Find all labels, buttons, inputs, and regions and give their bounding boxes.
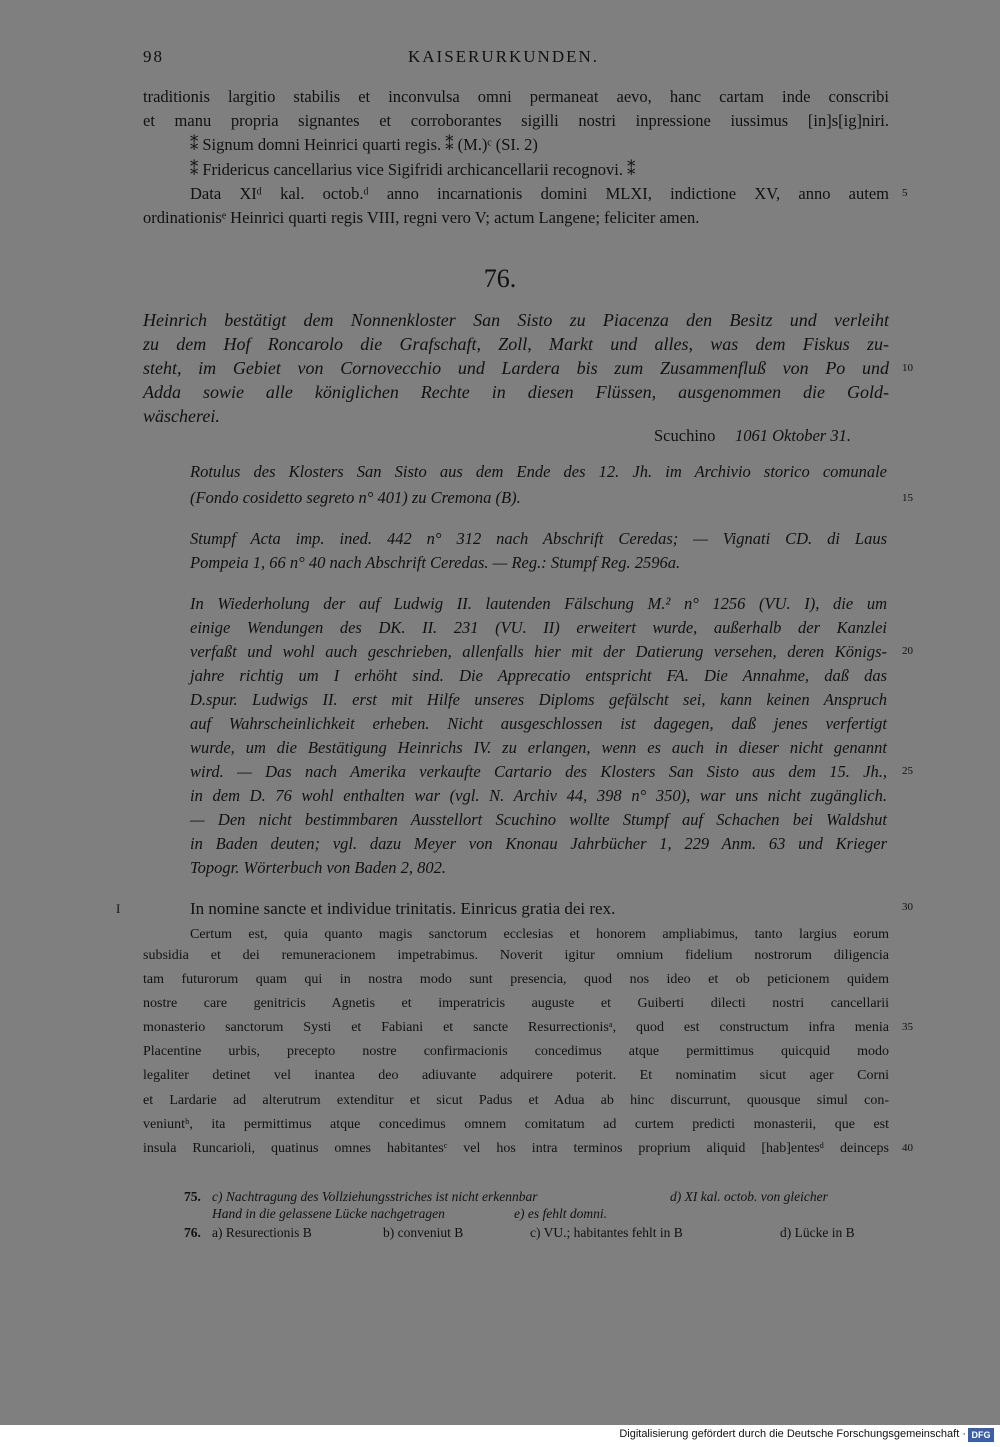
footnote-75-cont: Hand in die gelassene Lücke nachgetragen: [212, 1206, 445, 1221]
footnote-76-c: c) VU.; habitantes fehlt in B: [530, 1225, 683, 1240]
charter-line: insula Runcarioli, quatinus omnes habitantesᶜ vel hos intra terminos proprium aliquid [hab]entesᵈ deinceps: [143, 1141, 889, 1156]
editions-line: Pompeia 1, 66 n° 40 nach Abschrift Ceredas. — Reg.: Stumpf Reg. 2596a.: [190, 553, 681, 572]
footnote-75-e: e) es fehlt domni.: [514, 1206, 607, 1221]
tradition-line: (Fondo cosidetto segreto n° 401) zu Cremona (B).: [190, 488, 521, 507]
commentary-line: In Wiederholung der auf Ludwig II. lautenden Fälschung M.² n° 1256 (VU. I), die um: [190, 594, 887, 613]
line-number: 40: [902, 1142, 913, 1154]
prev-doc-line: et manu propria signantes et corroborantes sigilli nostri inpressione iussimus [in]s[ig]niri.: [143, 111, 889, 130]
commentary-line: auf Wahrscheinlichkeit erheben. Nicht ausgeschlossen ist dagegen, daß jenes verfertigt: [190, 714, 887, 733]
prev-doc-recognition: ⁑ Fridericus cancellarius vice Sigifridi archicancellarii recognovi. ⁑: [190, 160, 636, 179]
commentary-line: D.spur. Ludwigs II. erst mit Hilfe unseres Diploms gefälscht sei, kann keinen Anspruch: [190, 690, 887, 709]
regest-line: zu dem Hof Roncarolo die Grafschaft, Zoll, Markt und alles, was dem Fiskus zu-: [143, 334, 889, 354]
footnote-76-d: d) Lücke in B: [780, 1225, 855, 1240]
prev-doc-dating: ordinationisᵉ Heinrici quarti regis VIII, regni vero V; actum Langene; feliciter amen.: [143, 208, 700, 227]
charter-line: tam futurorum quam qui in nostra modo sunt presencia, quod nos ideo et ob peticionem quidem: [143, 972, 889, 987]
charter-line: Certum est, quia quanto magis sanctorum ecclesias et honorem ampliabimus, tanto largius eorum: [190, 927, 889, 942]
footer-credit: Digitalisierung gefördert durch die Deutsche Forschungsgemeinschaft ·: [619, 1428, 966, 1440]
regest-line: Adda sowie alle königlichen Rechte in diesen Flüssen, ausgenommen die Gold-: [143, 382, 889, 402]
commentary-line: in dem D. 76 wohl enthalten war (vgl. N. Archiv 44, 398 n° 350), war uns nicht zugänglich.: [190, 786, 887, 805]
charter-line: Placentine urbis, precepto nostre confirmacionis concedimus atque permittimus quicquid modo: [143, 1044, 889, 1059]
commentary-line: wurde, um die Bestätigung Heinrichs IV. zu erlangen, wenn es auch in dieser nicht genannt: [190, 738, 887, 757]
commentary-line: jahre richtig um I erhöht sind. Die Apprecatio entspricht FA. Die Annahme, daß das: [190, 666, 887, 685]
prev-doc-line: traditionis largitio stabilis et inconvulsa omni permaneat aevo, hanc cartam inde conscribi: [143, 87, 889, 106]
tradition-line: Rotulus des Klosters San Sisto aus dem Ende des 12. Jh. im Archivio storico comunale: [190, 462, 887, 481]
editions-line: Stumpf Acta imp. ined. 442 n° 312 nach Abschrift Ceredas; — Vignati CD. di Laus: [190, 529, 887, 548]
charter-line: veniuntᵇ, ita permittimus atque concedimus omnem comitatum ad curtem predicti monasterii, que est: [143, 1117, 889, 1132]
commentary-line: — Den nicht bestimmbaren Ausstellort Scuchino wollte Stumpf auf Schachen bei Waldshut: [190, 810, 887, 829]
regest-line: wäscherei.: [143, 406, 220, 426]
footnote-76-label: 76.: [184, 1225, 201, 1240]
commentary-line: einige Wendungen des DK. II. 231 (VU. II) erweitert wurde, außerhalb der Kanzlei: [190, 618, 887, 637]
regest-line: steht, im Gebiet von Cornovecchio und Lardera bis zum Zusammenfluß von Po und: [143, 358, 889, 378]
running-title: KAISERURKUNDEN.: [408, 47, 600, 66]
margin-mark: I: [116, 901, 121, 916]
line-number: 20: [902, 645, 913, 657]
line-number: 15: [902, 492, 913, 504]
prev-doc-signum: ⁑ Signum domni Heinrici quarti regis. ⁑ (M.)ᶜ (SI. 2): [190, 135, 538, 154]
line-number: 25: [902, 765, 913, 777]
line-number: 5: [902, 187, 908, 199]
commentary-line: in Baden deuten; vgl. dazu Meyer von Knonau Jahrbücher 1, 229 Anm. 63 und Krieger: [190, 834, 887, 853]
invocation: In nomine sancte et individue trinitatis. Einricus gratia dei rex.: [190, 899, 616, 918]
footer-bar: [0, 1425, 1000, 1447]
charter-line: et Lardarie ad alterutrum extenditur et sicut Padus et Adua ab hinc discurrunt, quousque simul con-: [143, 1093, 889, 1108]
document-number: 76.: [483, 264, 517, 293]
charter-line: subsidia et dei remuneracionem impetrabimus. Noverit igitur omnium fidelium nostrorum diligencia: [143, 948, 889, 963]
regest-line: Heinrich bestätigt dem Nonnenkloster San Sisto zu Piacenza den Besitz und verleiht: [143, 310, 889, 330]
line-number: 30: [902, 901, 913, 913]
footnote-75-c: c) Nachtragung des Vollziehungsstriches ist nicht erkennbar: [212, 1189, 538, 1204]
line-number: 35: [902, 1021, 913, 1033]
footnote-75-d: d) XI kal. octob. von gleicher: [670, 1189, 828, 1204]
charter-line: legaliter detinet vel inantea deo adiuvante adquirere poterit. Et nominatim sicut ager Corni: [143, 1068, 889, 1083]
page-number: 98: [143, 47, 164, 66]
prev-doc-dating: Data XIᵈ kal. octob.ᵈ anno incarnationis domini MLXI, indictione XV, anno autem: [190, 184, 889, 203]
footnote-76-a: a) Resurectionis B: [212, 1225, 312, 1240]
charter-line: monasterio sanctorum Systi et Fabiani et sancte Resurrectionisᵃ, quod est constructum infra menia: [143, 1020, 889, 1035]
commentary-line: verfaßt und wohl auch geschrieben, allenfalls hier mit der Datierung versehen, deren Königs-: [190, 642, 887, 661]
dating-place: Scuchino: [654, 426, 716, 445]
charter-line: nostre care genitricis Agnetis et imperatricis auguste et Guiberti dilecti nostri cancellarii: [143, 996, 889, 1011]
footnote-75-label: 75.: [184, 1189, 201, 1204]
commentary-line: Topogr. Wörterbuch von Baden 2, 802.: [190, 858, 447, 877]
line-number: 10: [902, 362, 913, 374]
commentary-line: wird. — Das nach Amerika verkaufte Cartario des Klosters San Sisto aus dem 15. Jh.,: [190, 762, 887, 781]
footnote-76-b: b) conveniut B: [383, 1225, 464, 1240]
dfg-logo-icon: DFG: [968, 1428, 994, 1442]
dating-date: 1061 Oktober 31.: [735, 426, 851, 445]
